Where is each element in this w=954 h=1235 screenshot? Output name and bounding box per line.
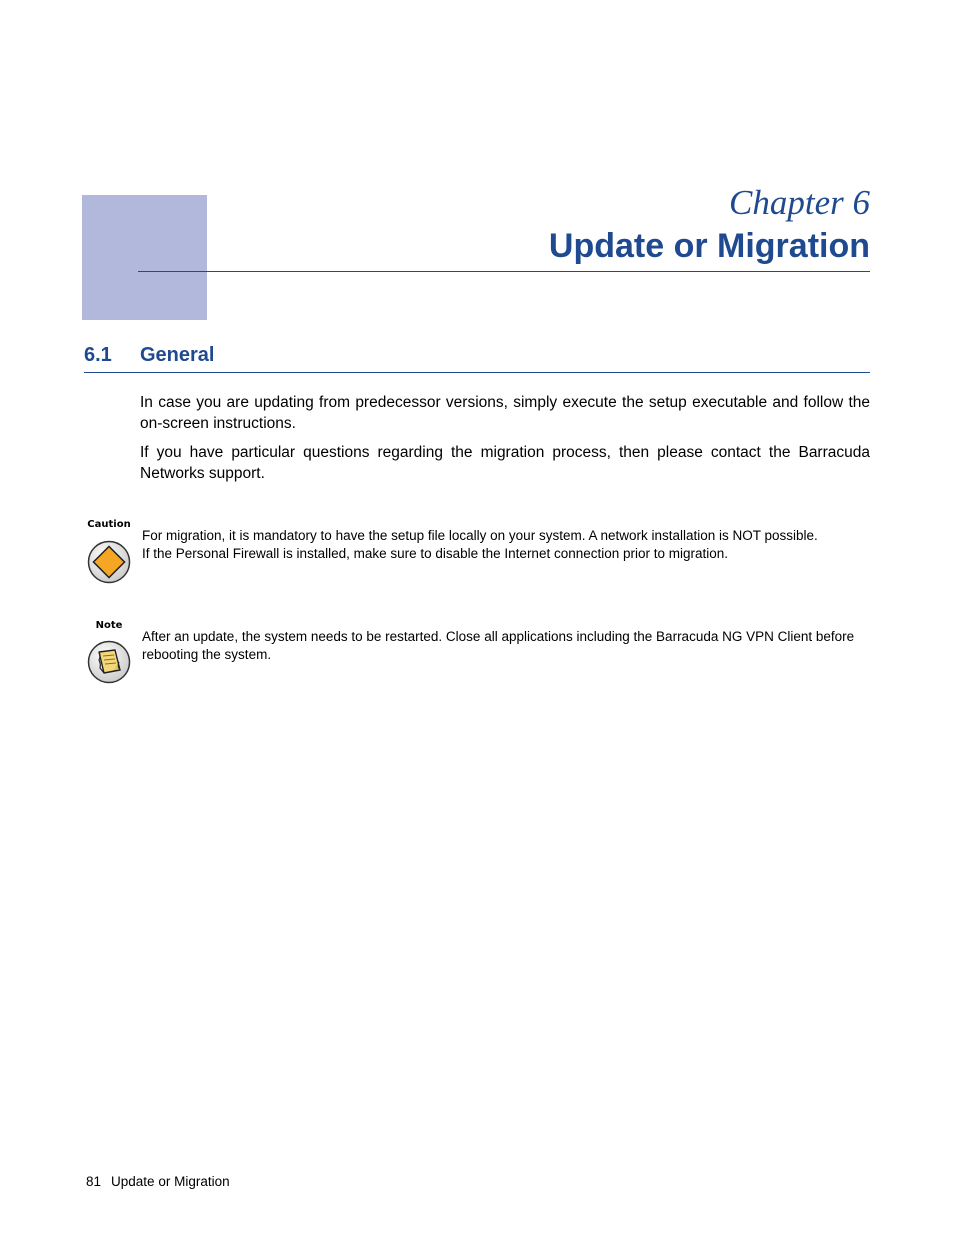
body-paragraph: If you have particular questions regarding the migration process, then please contact the Barracuda Networks support. [140, 444, 870, 482]
caution-line: For migration, it is mandatory to have the setup file locally on your system. A network installation is NOT possible. [142, 528, 818, 543]
body-paragraph: In case you are updating from predecessor versions, simply execute the setup executable and follow the on-screen instructions. [140, 394, 870, 432]
caution-line: If the Personal Firewall is installed, make sure to disable the Internet connection prior to migration. [142, 545, 729, 561]
caution-label: Caution [87, 519, 131, 530]
caution-text [142, 527, 862, 562]
section-heading [84, 342, 214, 368]
notepad-icon [87, 640, 131, 684]
section-number: 6.1 [84, 344, 112, 366]
section-divider [84, 372, 870, 373]
caution-diamond-icon [87, 540, 131, 584]
footer-title: Update or Migration [111, 1174, 230, 1189]
chapter-title: Update or Migration [548, 227, 870, 265]
note-label: Note [95, 620, 123, 631]
page-footer [86, 1173, 230, 1191]
section-title: General [140, 344, 215, 366]
chapter-decoration-block [82, 195, 207, 320]
page-number: 81 [86, 1174, 102, 1189]
note-text: After an update, the system needs to be restarted. Close all applications including the Barracuda NG VPN Client before rebooting the system. [142, 629, 855, 662]
chapter-label: Chapter 6 [729, 183, 870, 222]
chapter-divider [138, 271, 870, 272]
